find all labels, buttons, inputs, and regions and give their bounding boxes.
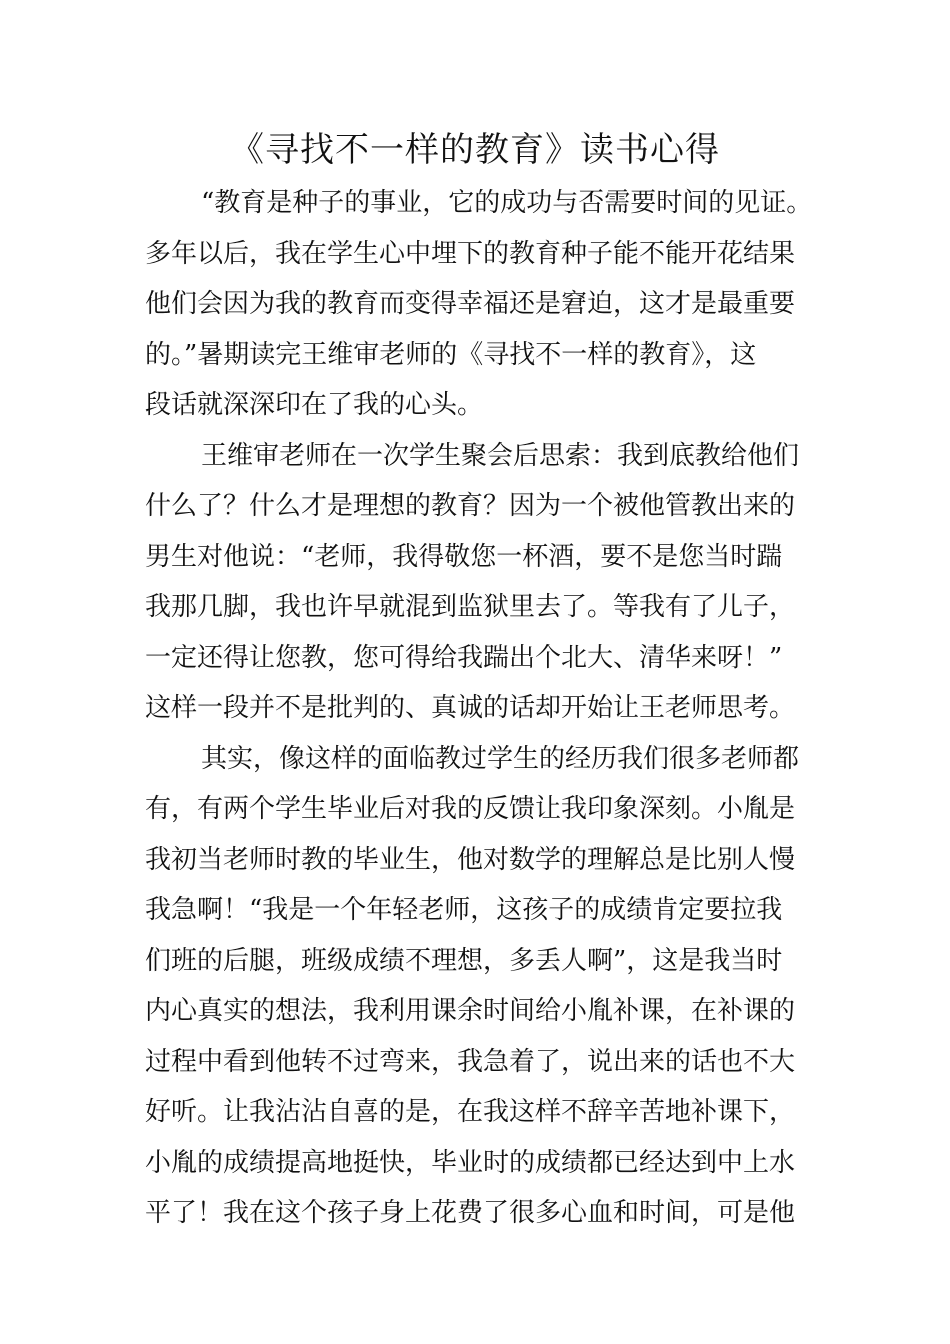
text-line: 多年以后，我在学生心中埋下的教育种子能不能开花结果 [145,238,796,269]
text-line: 一定还得让您教，您可得给我踹出个北大、清华来呀！” [145,642,783,673]
text-line: 的。”暑期读完王维审老师的《寻找不一样的教育》，这 [145,339,757,370]
text-line: 有，有两个学生毕业后对我的反馈让我印象深刻。小胤是 [145,794,796,824]
text-line: 男生对他说：“老师，我得敬您一杯酒，要不是您当时踹 [145,541,783,572]
text-line: 我初当老师时教的毕业生，他对数学的理解总是比别人慢 [145,844,796,875]
text-line: 王维审老师在一次学生聚会后思索：我到底教给他们 [201,440,800,471]
paragraph [145,178,815,431]
document-title: 《寻找不一样的教育》读书心得 [230,130,720,170]
text-line: 过程中看到他转不过弯来，我急着了，说出来的话也不大 [145,1046,796,1077]
text-line: 他们会因为我的教育而变得幸福还是窘迫，这才是最重要 [145,289,796,319]
text-line: 其实，像这样的面临教过学生的经历我们很多老师都 [201,743,800,774]
paragraph [145,734,815,1239]
text-line: 们班的后腿，班级成绩不理想，多丢人啊”，这是我当时 [145,945,783,976]
text-line: 好听。让我沾沾自喜的是，在我这样不辞辛苦地补课下， [145,1097,796,1127]
text-line: 这样一段并不是批判的、真诚的话却开始让王老师思考。 [145,693,796,723]
text-line: 段话就深深印在了我的心头。 [145,390,484,420]
paragraph [145,431,815,734]
text-line: 什么了？什么才是理想的教育？因为一个被他管教出来的 [145,491,796,521]
text-line: 平了！我在这个孩子身上花费了很多心血和时间，可是他 [145,1198,796,1228]
document-body [145,178,815,1239]
text-line: 我那几脚，我也许早就混到监狱里去了。等我有了儿子， [145,592,796,622]
text-line: 小胤的成绩提高地挺快，毕业时的成绩都已经达到中上水 [145,1147,796,1178]
text-line: 我急啊！“我是一个年轻老师，这孩子的成绩肯定要拉我 [145,895,783,925]
text-line: 内心真实的想法，我利用课余时间给小胤补课，在补课的 [145,996,796,1026]
text-line: “教育是种子的事业，它的成功与否需要时间的见证。 [201,188,813,218]
